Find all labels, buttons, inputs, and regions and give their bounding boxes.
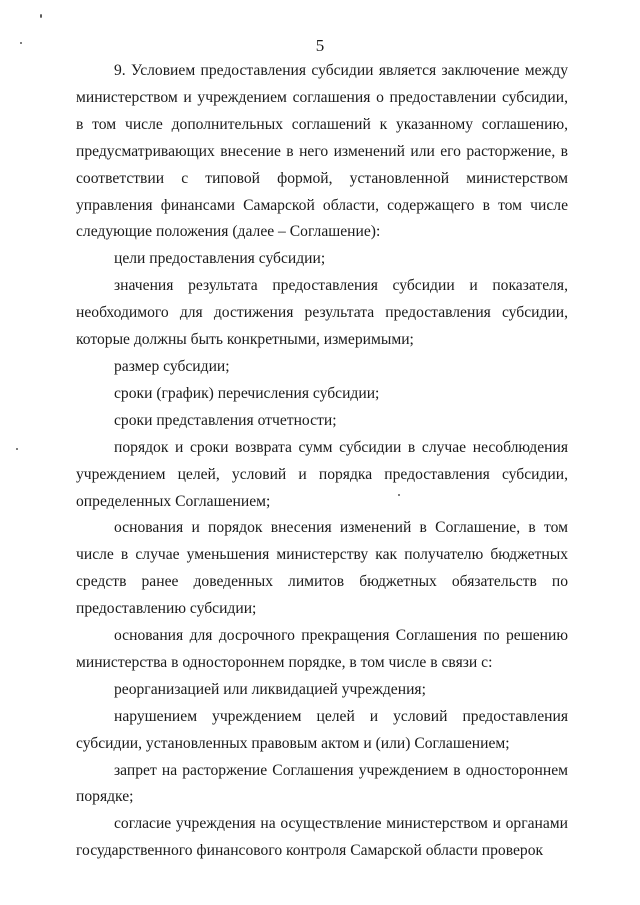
paragraph-violation: нарушением учреждением целей и условий предоставления субсидии, установленных правовым актом и (или) Соглашением; [76,707,568,752]
scan-speck [40,14,42,18]
paragraph-refund-procedure: порядок и сроки возврата сумм субсидии в случае несоблюдения учреждением целей, условий и порядка предоставления субсидии, определенных Соглашением; [76,438,568,510]
paragraph-subsidy-goals: цели предоставления субсидии; [114,250,326,268]
paragraph-amendment-grounds: основания и порядок внесения изменений в Соглашение, в том числе в случае уменьшения министерству как получателю бюджетных средств ранее доведенных лимитов бюджетных обязательств по предоставлению субсидии; [76,519,568,618]
paragraph-condition-9: 9. Условием предоставления субсидии является заключение между министерством и учреждением соглашения о предоставлении субсидии, в том числе дополнительных соглашений к указанному соглашению, предусматривающих внесение в него изменений или его расторжение, в соответствии с типовой формой, установленной министерством управления финансами Самарской области, содержащего в том числе следующие положения (далее – Соглашение): [76,62,568,241]
scan-speck [16,448,18,450]
page-number: 5 [315,36,325,55]
document-body [76,58,568,865]
paragraph-transfer-schedule: сроки (график) перечисления субсидии; [114,384,380,402]
paragraph-result-values: значения результата предоставления субсидии и показателя, необходимого для достижения результата предоставления субсидии, которые должны быть конкретными, измеримыми; [76,277,568,349]
paragraph-audit-consent: согласие учреждения на осуществление министерством и органами государственного финансового контроля Самарской области проверок [76,815,568,860]
paragraph-termination-ban: запрет на расторжение Соглашения учреждением в одностороннем порядке; [76,761,568,806]
paragraph-reorganization: реорганизацией или ликвидацией учреждения; [114,680,426,698]
paragraph-reporting-deadlines: сроки представления отчетности; [114,411,337,429]
paragraph-early-termination: основания для досрочного прекращения Соглашения по решению министерства в одностороннем порядке, в том числе в связи с: [76,627,568,671]
paragraph-subsidy-amount: размер субсидии; [114,357,230,375]
